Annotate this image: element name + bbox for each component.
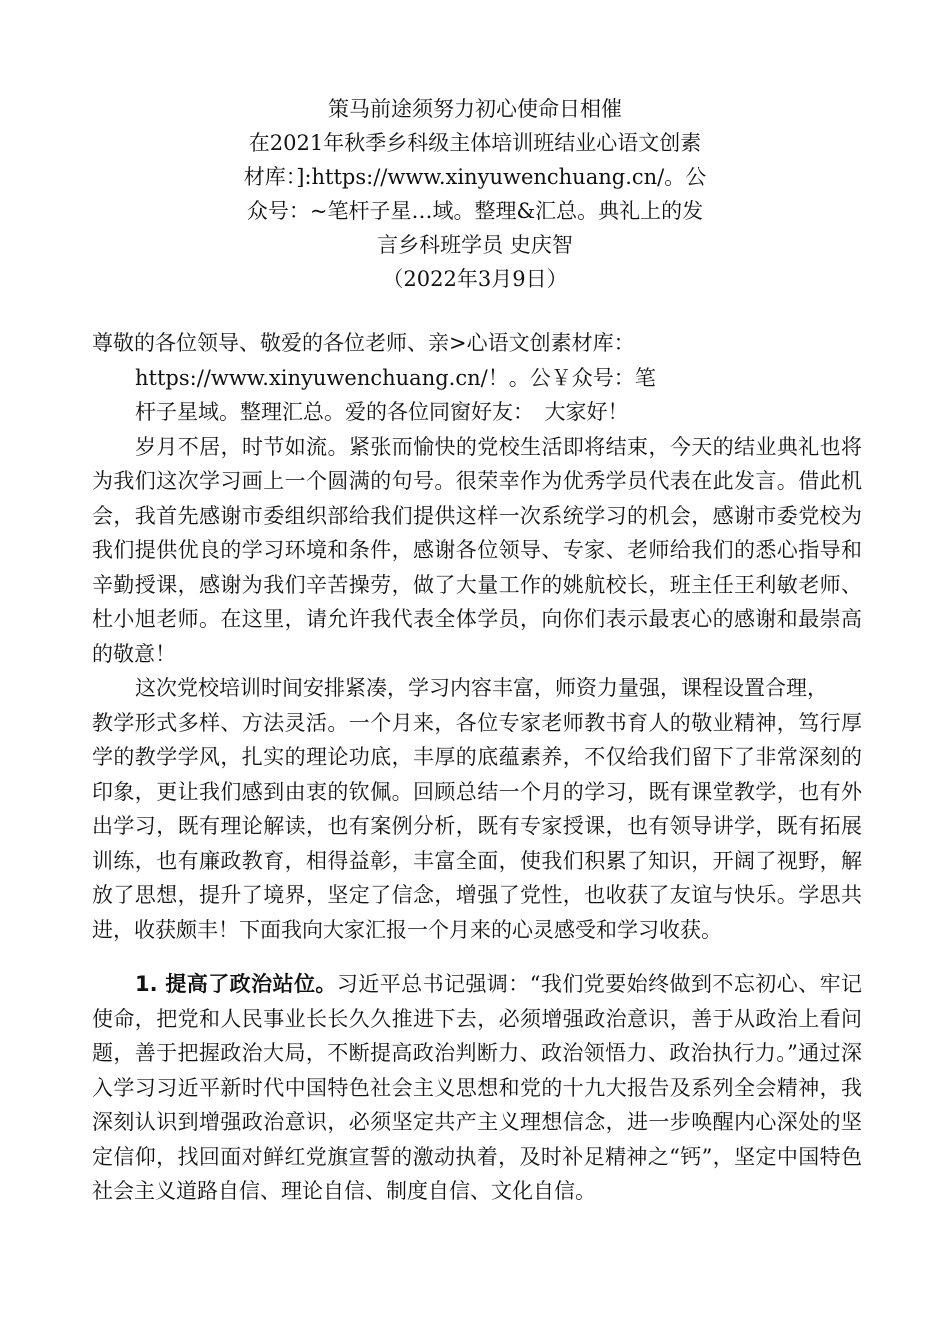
title-line-5: 言乡科班学员 史庆智 [377, 233, 573, 257]
paragraph-1: 岁月不居，时节如流。紧张而愉快的党校生活即将结束，今天的结业典礼也将为我们这次学习画上一个圆满的句号。很荣幸作为优秀学员代表在此发言。借此机会，我首先感谢市委组织部给我们提供这样一次系统学习的机会，感谢市委党校为我们提供优良的学习环境和条件，感谢各位领导、专家、老师给我们的悉心指导和辛勤授课，感谢为我们辛苦操劳，做了大量工作的姚航校长，班主任王利敏老师、杜小旭老师。在这里，请允许我代表全体学员，向你们表示最衷心的感谢和最崇高的敬意！ [92, 434, 862, 666]
paragraph-2: 教学形式多样、方法灵活。一个月来，各位专家老师教书育人的敬业精神，笃行厚学的教学学风，扎实的理论功底，丰厚的底蕴素养，不仅给我们留下了非常深刻的印象，更让我们感到由衷的钦佩。回顾总结一个月的学习，既有课堂教学，也有外出学习，既有理论解读，也有案例分析，既有专家授课，也有领导讲学，既有拓展训练，也有廉政教育，相得益彰，丰富全面，使我们积累了知识，开阔了视野，解放了思想，提升了境界，坚定了信念，增强了党性，也收获了友谊与快乐。学思共进，收获颇丰！下面我向大家汇报一个月来的心灵感受和学习收获。 [92, 710, 862, 942]
title-line-2: 在2021年秋季乡科级主体培训班结业心语文创素 [248, 131, 702, 155]
section-spacer [92, 947, 862, 967]
section-1-text: 习近平总书记强调：“我们党要始终做到不忘初心、牢记使命，把党和人民事业长长久久推进下去，必须增强政治意识，善于从政治上看问题，善于把握政治大局，不断提高政治判断力、政治领悟力、政治执行力。”通过深入学习习近平新时代中国特色社会主义思想和党的十九大报告及系列全会精神，我深刻认识到增强政治意识，必须坚定共产主义理想信念，进一步唤醒内心深处的坚定信仰，找回面对鲜红党旗宣誓的激动执着，及时补足精神之“钙”，坚定中国特色社会主义道路自信、理论自信、制度自信、文化自信。 [92, 972, 863, 1203]
title-line-3: 材库：]:https://www.xinyuwenchuang.cn/。公 [243, 165, 707, 189]
document-body [92, 326, 862, 1209]
title-line-1: 策马前途须努力初心使命日相催 [328, 97, 622, 121]
paragraph-2-first-line: 这次党校培训时间安排紧凑，学习内容丰富，师资力量强，课程设置合理， [135, 676, 828, 700]
salutation-line-1: 尊敬的各位领导、敬爱的各位老师、亲>心语文创素材库： [92, 331, 635, 355]
title-line-4: 众号：~笔杆子星…域。整理&汇总。典礼上的发 [246, 199, 704, 223]
title-date: （2022年3月9日） [382, 267, 568, 291]
salutation-line-2: https://www.xinyuwenchuang.cn/！。公￥众号：笔 [135, 365, 656, 390]
document-title [0, 92, 950, 296]
section-1-paragraph [92, 967, 862, 1209]
section-1-heading: 1. 提高了政治站位。 [135, 972, 337, 996]
salutation-line-3: 杆子星域。整理汇总。爱的各位同窗好友： 大家好！ [135, 400, 629, 424]
